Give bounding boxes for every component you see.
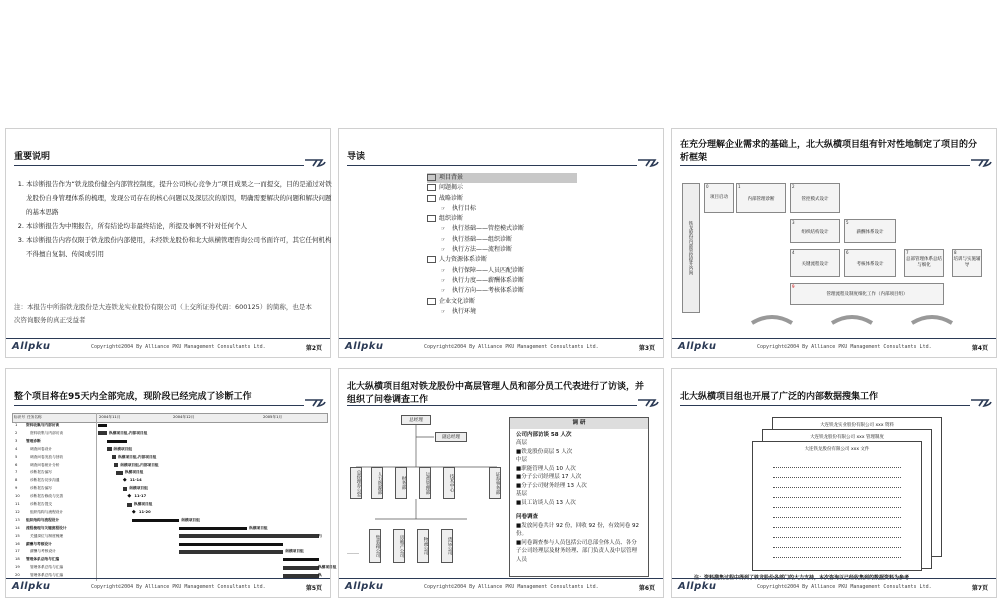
org-vice: 副总经理 [435, 432, 467, 442]
task-name: 调查问卷统计分析 [30, 462, 60, 467]
list-item: ■发放问卷共计 92 份，回收 92 份，有效问卷 92 份。 [516, 522, 639, 537]
slide-footer [339, 338, 663, 357]
task-id: 8 [15, 478, 18, 483]
toc-label: 问题揭示 [439, 184, 464, 192]
slide-footer [339, 578, 663, 597]
brand-logo: Allpku [678, 341, 717, 352]
questionnaire-title: 问卷调查 [516, 514, 539, 520]
step-3: 3 组织结构设计 [790, 219, 840, 243]
interview-title: 公司内部访谈 58 人次 [516, 431, 572, 438]
document-sheet: 大连铁龙实业股份有限公司 xxx 资料 [772, 417, 942, 557]
toc-item[interactable] [427, 183, 577, 193]
document-sheet: 大连铁龙股份有限公司 xxx 管理制度 [762, 429, 932, 569]
toc-label: 执行环境 [452, 307, 477, 315]
bar-label: 11-20 [138, 509, 151, 514]
slide-footer [6, 338, 330, 357]
task-id: 9 [15, 486, 18, 491]
logo-icon [970, 158, 992, 167]
org-dept: 财务部 [395, 467, 407, 499]
slide-title: 北大纵横项目组也开展了广泛的内部数据搜集工作 [680, 392, 879, 402]
cycle-arrows-icon [742, 309, 962, 335]
list-item: ■分子公司财务经理 13 人次 [516, 482, 587, 489]
list-item: ■问卷调查参与人员包括公司总部全体人员、各分子公司经理层及财务经理、部门负责人及中层管理人员 [516, 539, 638, 563]
book-icon [427, 256, 436, 263]
slide-framework[interactable] [671, 128, 997, 358]
slide-title: 在充分理解企业需求的基础上，北大纵横项目组有针对性地制定了项目的分析框架 [680, 140, 978, 163]
task-name: 诊断报告提交 [30, 502, 53, 506]
brand-logo: Allpku [12, 581, 51, 592]
table-row [12, 541, 326, 548]
brand-logo: Allpku [12, 341, 51, 352]
org-dept: 人力资源部 [371, 467, 383, 499]
slide-guide[interactable] [338, 128, 664, 358]
gantt-bar [112, 455, 117, 459]
gantt-bar [107, 447, 112, 451]
task-id: 13 [15, 517, 20, 522]
page-number: 第7页 [971, 585, 988, 592]
bar-label: 纵 [318, 573, 322, 578]
table-row [12, 446, 326, 453]
table-row [12, 430, 326, 437]
toc-item[interactable] [427, 224, 577, 234]
task-id: 5 [15, 454, 18, 459]
org-dept: 运营管理部 [419, 467, 431, 499]
survey-panel [509, 417, 649, 577]
toc-item[interactable] [427, 194, 577, 204]
org-sub: 集装箱公司 [369, 529, 381, 563]
toc-item[interactable] [427, 245, 577, 255]
bar-label: 内 [318, 533, 322, 538]
org-sub: 货运公司 [441, 529, 453, 563]
list-item: ■员工访谈人员 13 人次 [516, 499, 576, 506]
task-id: 3 [15, 438, 18, 443]
task-name: 管理诊断 [26, 438, 41, 443]
task-name: 管理体系总结与汇编 [30, 573, 64, 578]
toc-item[interactable] [427, 255, 577, 265]
slide-title: 整个项目将在95天内全部完成，现阶段已经完成了诊断工作 [14, 392, 252, 402]
bar-label: 纵横项目组 [285, 549, 304, 554]
bar-label: 纵横项目组 [129, 486, 148, 491]
table-row [12, 501, 326, 508]
step-9: 9 管理流程及制度细化工作（内部项目组） [790, 283, 944, 305]
task-name: 诊断报告编写 [30, 470, 53, 475]
level-label: 中层 [516, 457, 528, 463]
table-row [12, 485, 326, 492]
table-row [12, 533, 326, 540]
table-row [12, 422, 326, 429]
task-name: 调查问卷发放与回收 [30, 454, 64, 459]
table-row [12, 556, 326, 563]
bar-label: 纵横项目组,内部项目组 [109, 430, 148, 435]
pointer-hand-icon: ☞ [441, 247, 446, 254]
slide-gantt[interactable] [5, 368, 337, 598]
gantt-bar [114, 463, 119, 467]
logo-icon [637, 158, 659, 167]
task-name: 流程梳理与关键流程设计 [26, 525, 67, 530]
toc-label: 执行基础——管控模式诊断 [452, 225, 525, 233]
bar-label: 纵横项目组,内部项目组 [118, 454, 157, 459]
toc-label: 执行基础——组织诊断 [452, 235, 513, 243]
toc-label: 组织诊断 [439, 215, 464, 223]
task-name: 管理体系总结与汇编 [26, 557, 60, 562]
gantt-chart [12, 413, 337, 581]
toc-item[interactable] [427, 307, 577, 317]
slide-footer [6, 578, 330, 597]
step-4: 4 关键流程设计 [790, 249, 840, 277]
toc-label: 执行目标 [452, 204, 477, 212]
task-name: 组织结构与流程设计 [26, 517, 60, 522]
org-dept: 技术中心 [443, 467, 455, 499]
title-rule [14, 165, 304, 166]
toc-item[interactable] [427, 204, 577, 214]
gantt-bar [179, 543, 283, 546]
title-rule [680, 405, 970, 406]
book-icon [427, 298, 436, 305]
toc-item[interactable] [427, 286, 577, 296]
survey-head: 调 研 [510, 418, 648, 429]
pointer-hand-icon: ☞ [441, 205, 446, 212]
table-row [12, 493, 326, 500]
task-id: 6 [15, 462, 18, 467]
list-item: 1. 本诊断报告作为“铁龙股份健全内部管控制度，提升公司核心竞争力”项目成果之一而提交，目的是通过对铁龙股份自身管理体系的梳理，发现公司存在的核心问题以及深层次的原因，明确需要解决的问题和解决问题的基本思路 [26, 177, 332, 219]
step-6: 6 考核体系设计 [844, 249, 896, 277]
task-id: 10 [15, 494, 20, 499]
milestone-icon: ◆ [122, 477, 127, 484]
pointer-hand-icon: ☞ [441, 236, 446, 243]
task-name: 调查问卷设计 [30, 446, 53, 451]
toc-label: 人力资源体系诊断 [439, 256, 488, 264]
task-name: 诊断报告初步沟通 [30, 478, 60, 483]
task-name: 资料收集与内部访谈 [30, 430, 64, 435]
gantt-bar [179, 550, 283, 554]
bar-label: 纵横项目组 [181, 517, 200, 522]
task-name: 关键岗位与制度梳理 [30, 533, 64, 538]
framework-side-label: 铁龙股份内部管控提升咨询 [682, 183, 700, 313]
toc-label: 执行方法——流程诊断 [452, 246, 513, 254]
bar-label: 纵横项目组 [113, 446, 132, 451]
pointer-hand-icon: ☞ [441, 277, 446, 284]
milestone-icon: ◆ [127, 493, 132, 500]
slide-footer [672, 578, 996, 597]
table-of-contents [427, 173, 577, 317]
task-id: 18 [15, 557, 20, 562]
toc-item[interactable] [427, 173, 577, 183]
list-item: ■铁龙股份高层 5 人次 [516, 448, 573, 455]
book-icon [427, 174, 436, 181]
org-dept: 总经理办公室 [350, 467, 362, 499]
bar-label: 纵横项目组,内部项目组 [120, 462, 159, 467]
task-id: 1 [15, 423, 18, 427]
footnote: 注：资料搜集过程中得到了铁龙股份各部门的大力支持，本次咨询以已经收集到的数据资料为参考 [694, 575, 910, 581]
org-ceo: 总经理 [401, 415, 431, 425]
toc-item[interactable] [427, 276, 577, 286]
toc-label: 执行保障——人员匹配诊断 [452, 266, 525, 274]
pointer-hand-icon: ☞ [441, 267, 446, 274]
task-id: 11 [15, 502, 20, 506]
toc-label: 执行力度——薪酬体系诊断 [452, 276, 525, 284]
task-name: 薪酬与考核设计 [26, 541, 52, 546]
table-row [12, 438, 326, 445]
title-rule [14, 405, 304, 406]
task-id: 4 [15, 446, 18, 451]
task-name: 诊断报告修改与完善 [30, 494, 64, 499]
pointer-hand-icon: ☞ [441, 226, 446, 233]
level-label: 高层 [516, 440, 528, 446]
slide-interviews[interactable] [338, 368, 664, 598]
task-id: 15 [15, 533, 20, 538]
gantt-bar [98, 424, 107, 427]
slide-data-collection[interactable] [671, 368, 997, 598]
bar-label: 纵横项目组 [133, 502, 153, 506]
toc-item[interactable] [427, 235, 577, 245]
page-number: 第5页 [305, 585, 322, 592]
table-row [12, 548, 326, 555]
task-id: 16 [15, 541, 20, 546]
list-item: ■分子公司经理层 17 人次 [516, 474, 582, 480]
slide-important-notes[interactable] [5, 128, 331, 358]
brand-logo: Allpku [345, 341, 384, 352]
task-name: 薪酬与考核设计 [30, 549, 56, 554]
task-id: 2 [15, 430, 18, 435]
bar-label: 纵横项目组 [249, 525, 268, 530]
copyright: Copyright©2004 By Alliance PKU Management Consultants Ltd. [91, 584, 266, 590]
toc-label: 执行方向——考核体系诊断 [452, 287, 525, 295]
task-name: 资料收集与内部访谈 [26, 423, 60, 427]
task-id: 7 [15, 470, 18, 475]
brand-logo: Allpku [345, 581, 384, 592]
step-7: 7 总部管理体系总结与细化 [904, 249, 944, 277]
copyright: Copyright©2004 By Alliance PKU Management Consultants Ltd. [757, 584, 932, 590]
book-icon [427, 215, 436, 222]
table-row [12, 564, 337, 571]
gantt-bar [283, 558, 319, 561]
slide-title: 导读 [347, 152, 366, 162]
task-name: 诊断报告编写 [30, 486, 53, 491]
toc-label: 企业文化诊断 [439, 297, 476, 305]
bar-label: 11-17 [134, 494, 147, 499]
table-row [12, 469, 326, 476]
gantt-bar [179, 527, 247, 530]
gantt-bar [283, 566, 319, 570]
copyright: Copyright©2004 By Alliance PKU Management Consultants Ltd. [424, 344, 599, 350]
book-icon [427, 184, 436, 191]
notes-list [14, 177, 332, 261]
list-item: 2. 本诊断报告为中期报告，所有结论均非最终结论，所提及事例不针对任何个人 [26, 219, 332, 233]
logo-icon [304, 158, 326, 167]
logo-icon [637, 398, 659, 407]
copyright: Copyright©2004 By Alliance PKU Management Consultants Ltd. [757, 344, 932, 350]
task-id: 20 [15, 573, 20, 578]
gantt-header: 标识号 任务名称 2004年11月 2004年12月 2005年1月 [12, 413, 328, 423]
step-8: 8 培训与实施辅导 [952, 249, 982, 277]
slide-title: 重要说明 [14, 152, 51, 162]
copyright: Copyright©2004 By Alliance PKU Management Consultants Ltd. [424, 584, 599, 590]
pointer-hand-icon: ☞ [441, 308, 446, 315]
task-id: 14 [15, 525, 20, 530]
gantt-bar [107, 440, 127, 443]
step-2: 2 管控模式设计 [790, 183, 840, 213]
org-sub: 房地产公司 [393, 529, 405, 563]
title-rule [680, 165, 970, 166]
page-number: 第4页 [971, 345, 988, 352]
table-row [12, 454, 326, 461]
title-rule [347, 165, 637, 166]
toc-item[interactable] [427, 266, 577, 276]
slide-title: 北大纵横项目组对铁龙股份中高层管理人员和部分员工代表进行了访谈，并组织了问卷调查工作 [347, 382, 645, 405]
copyright: Copyright©2004 By Alliance PKU Management Consultants Ltd. [91, 344, 266, 350]
page-number: 第2页 [305, 345, 322, 352]
logo-icon [304, 398, 326, 407]
step-5: 5 薪酬体系设计 [844, 219, 896, 243]
list-item: ■职能管理人员 10 人次 [516, 465, 576, 472]
document-sheet: 大连铁龙股份有限公司 xxx 文件 [752, 441, 922, 571]
task-id: 19 [15, 565, 20, 570]
table-row [12, 477, 326, 484]
column-divider [96, 413, 97, 581]
gantt-bar [132, 519, 179, 522]
slide-footer [672, 338, 996, 357]
milestone-icon: ◆ [131, 508, 136, 515]
task-name: 组织结构与流程设计 [30, 509, 64, 514]
task-id: 17 [15, 549, 20, 554]
pointer-hand-icon: ☞ [441, 288, 446, 295]
task-id: 12 [15, 509, 20, 514]
list-item: 3. 本诊断报告内容仅限于铁龙股份内部使用，未经铁龙股份和北大纵横管理咨询公司书面许可，其它任何机构不得擅自复制、传阅或引用 [26, 233, 332, 261]
org-sub: 物流公司 [417, 529, 429, 563]
footnote: 注：本报告中所指铁龙股份是大连铁龙实业股份有限公司（上交所证券代码：600125）的简称，也是本次咨询服务的真正受益者 [14, 303, 312, 324]
task-name: 管理体系总结与汇编 [30, 565, 64, 570]
org-dept: 证券事务部 [489, 467, 501, 499]
toc-item[interactable] [427, 214, 577, 224]
page-number: 第6页 [638, 585, 655, 592]
level-label: 基层 [516, 491, 528, 497]
toc-label: 项目背景 [439, 174, 464, 181]
gantt-bar [179, 534, 319, 538]
step-1: 1 内部管理诊断 [736, 183, 786, 213]
table-row [12, 462, 326, 469]
gantt-bar [98, 431, 107, 435]
step-0: 0 项目启动 [704, 183, 734, 213]
gantt-bar [283, 574, 319, 578]
gantt-bar [123, 487, 128, 491]
book-icon [427, 195, 436, 202]
logo-icon [970, 398, 992, 407]
table-row [12, 517, 326, 524]
gantt-bar [127, 503, 132, 507]
toc-label: 战略诊断 [439, 194, 464, 202]
bar-label: 11-14 [129, 478, 142, 483]
table-row [12, 509, 326, 516]
bar-label: 纵横项目组 [318, 565, 337, 570]
brand-logo: Allpku [678, 581, 717, 592]
toc-item[interactable] [427, 297, 577, 307]
gantt-bar [116, 471, 123, 475]
page-number: 第3页 [638, 345, 655, 352]
org-ellipsis: …… [347, 549, 359, 556]
table-row [12, 525, 326, 532]
bar-label: 纵横项目组 [124, 470, 144, 475]
